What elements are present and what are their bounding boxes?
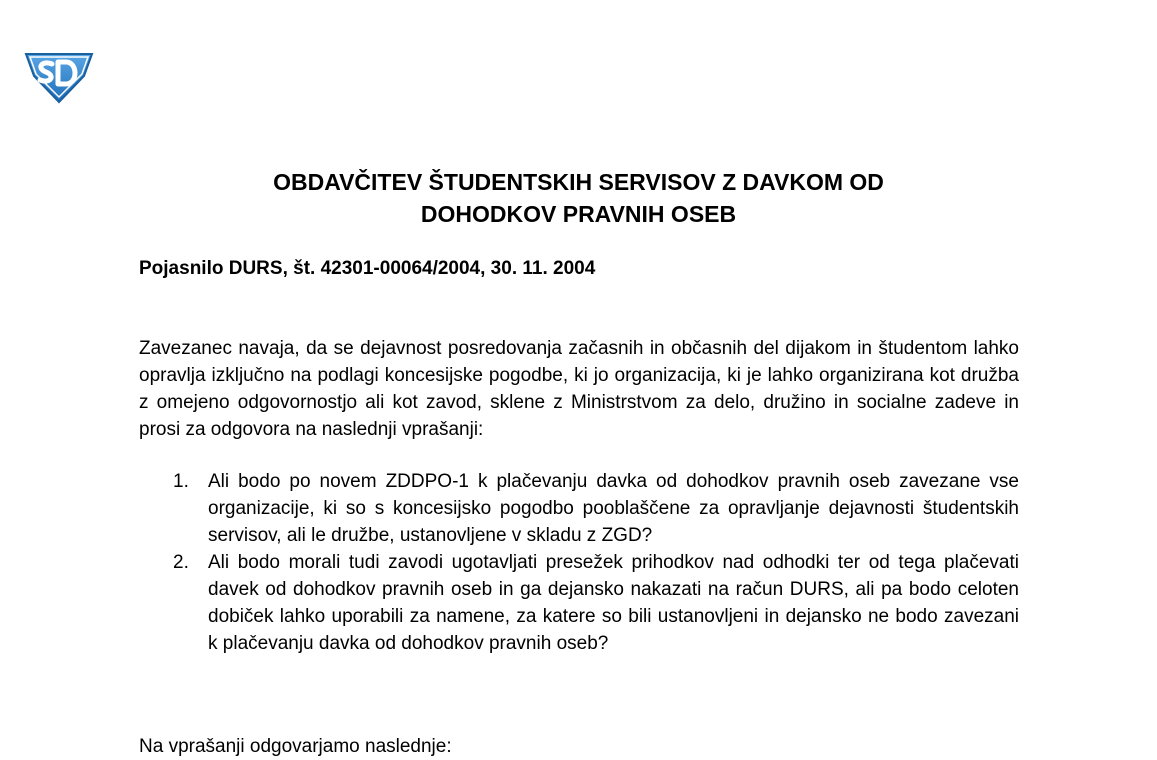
- document-title-line-2: DOHODKOV PRAVNIH OSEB: [420, 201, 737, 227]
- answer-intro-line: Na vprašanji odgovarjamo naslednje:: [139, 736, 452, 757]
- intro-paragraph: Zavezanec navaja, da se dejavnost posredovanja začasnih in občasnih del dijakom in študentom lahko opravlja izključno na podlagi koncesijske pogodbe, ki jo organizacija, ki je lahko organizirana kot družba z omejeno odgovornostjo ali kot zavod, sklene z Ministrstvom za delo, družino in socialne zadeve in prosi za odgovora na naslednji vprašanji:: [139, 338, 1019, 440]
- list-item: [139, 549, 1019, 657]
- list-item-text: Ali bodo morali tudi zavodi ugotavljati presežek prihodkov nad odhodki ter od tega plačevati davek od dohodkov pravnih oseb in ga dejansko nakazati na račun DURS, ali pa bodo celoten dobiček lahko uporabili za namene, za katere so bili ustanovljeni in dejansko ne bodo zavezani k plačevanju davka od dohodkov pravnih oseb?: [208, 552, 1019, 654]
- list-item-number: 1.: [173, 471, 189, 492]
- list-item-number: 2.: [173, 552, 189, 573]
- document-subtitle: Pojasnilo DURS, št. 42301-00064/2004, 30. 11. 2004: [139, 258, 596, 279]
- document-title-line-1: OBDAVČITEV ŠTUDENTSKIH SERVISOV Z DAVKOM OD: [273, 169, 884, 195]
- list-item-text: Ali bodo po novem ZDDPO-1 k plačevanju davka od dohodkov pravnih oseb zavezane vse organizacije, ki so s koncesijsko pogodbo pooblaščene za opravljanje dejavnosti študentskih servisov, ali le družbe, ustanovljene v skladu z ZGD?: [208, 471, 1019, 546]
- document-title: [0, 166, 1157, 230]
- questions-list: [139, 468, 1019, 657]
- sd-shield-logo-icon: [22, 48, 96, 104]
- list-item: [139, 468, 1019, 549]
